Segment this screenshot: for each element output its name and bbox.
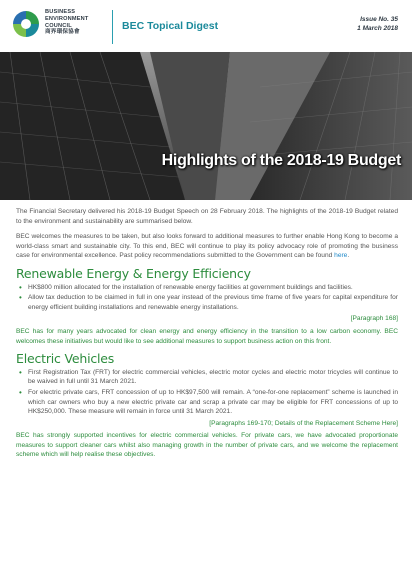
list-item: • Allow tax deduction to be claimed in full in one year instead of the previous time frame of five years for capital expenditure for energy efficient building installations and renewable energy installations. <box>28 293 398 312</box>
section-heading: Renewable Energy & Energy Efficiency <box>16 265 251 281</box>
list-item: • For electric private cars, FRT concession of up to HK$97,500 will remain. A “one-for-one replacement” scheme is launched in which car owners who buy a new electric private car and scrap a private car may be eligible for FRT concessions of up to HK$250,000. These measure will remain in force until 31 March 2021. <box>28 388 398 417</box>
header-divider <box>112 10 113 44</box>
org-name <box>45 9 89 36</box>
renewable-energy-list <box>16 283 398 313</box>
issue-date: 1 March 2018 <box>357 24 398 32</box>
bec-comment: BEC has for many years advocated for clean energy and energy efficiency in the transition to a low carbon economy. BEC welcomes these initiatives but would like to see additional measures to support business action on this front. <box>16 327 398 345</box>
intro-suffix: . <box>347 252 350 260</box>
intro-paragraph: The Financial Secretary delivered his 2018-19 Budget Speech on 28 February 2018. The highlights of the 2018-19 Budget related to the environment and sustainability are summarised below. <box>16 208 398 225</box>
paragraph-reference: [Paragraph 168] <box>350 315 398 323</box>
hero-banner <box>0 52 412 200</box>
list-item: • First Registration Tax (FRT) for electric commercial vehicles, electric motor cycles and electric motor tricycles will continue to be waived in full until 31 March 2021. <box>28 368 398 387</box>
org-name-line: ENVIRONMENT <box>45 15 89 22</box>
digest-title: BEC Topical Digest <box>122 20 219 32</box>
intro-paragraph <box>16 232 398 261</box>
org-name-line: COUNCIL <box>45 22 72 29</box>
intro-text: BEC welcomes the measures to be taken, but also looks forward to additional measures to further enable Hong Kong to become a world-class smart and sustainable city. To this end, BEC will continue to play its policy advocacy role of promoting the business case for environmental excellence. Past policy recommendations submitted to the Government can be found <box>16 233 398 260</box>
page-header <box>0 0 412 52</box>
page-title: Highlights of the 2018-19 Budget <box>161 152 401 169</box>
skyscraper-photo <box>0 52 412 200</box>
policy-recommendations-link[interactable]: here <box>334 252 348 260</box>
org-name-chinese: 商界環保協會 <box>45 29 80 36</box>
bec-logo-icon <box>11 9 41 39</box>
bec-comment: BEC has strongly supported incentives for electric commercial vehicles. For private cars, we have advocated proportionate measures to support cleaner cars whilst also managing growth in the number of private cars, and we welcome the replacement scheme which will help realise these objectives. <box>16 432 398 459</box>
list-item: • HK$800 million allocated for the installation of renewable energy facilities at government buildings and facilities. <box>28 283 398 293</box>
issue-info <box>357 16 398 33</box>
org-name-line: BUSINESS <box>45 9 76 15</box>
paragraph-reference[interactable]: [Paragraphs 169-170; Details of the Replacement Scheme Here] <box>209 419 398 427</box>
article-body <box>16 207 398 466</box>
section-heading: Electric Vehicles <box>16 351 115 367</box>
issue-number: Issue No. 35 <box>360 16 398 23</box>
electric-vehicles-list <box>16 368 398 417</box>
